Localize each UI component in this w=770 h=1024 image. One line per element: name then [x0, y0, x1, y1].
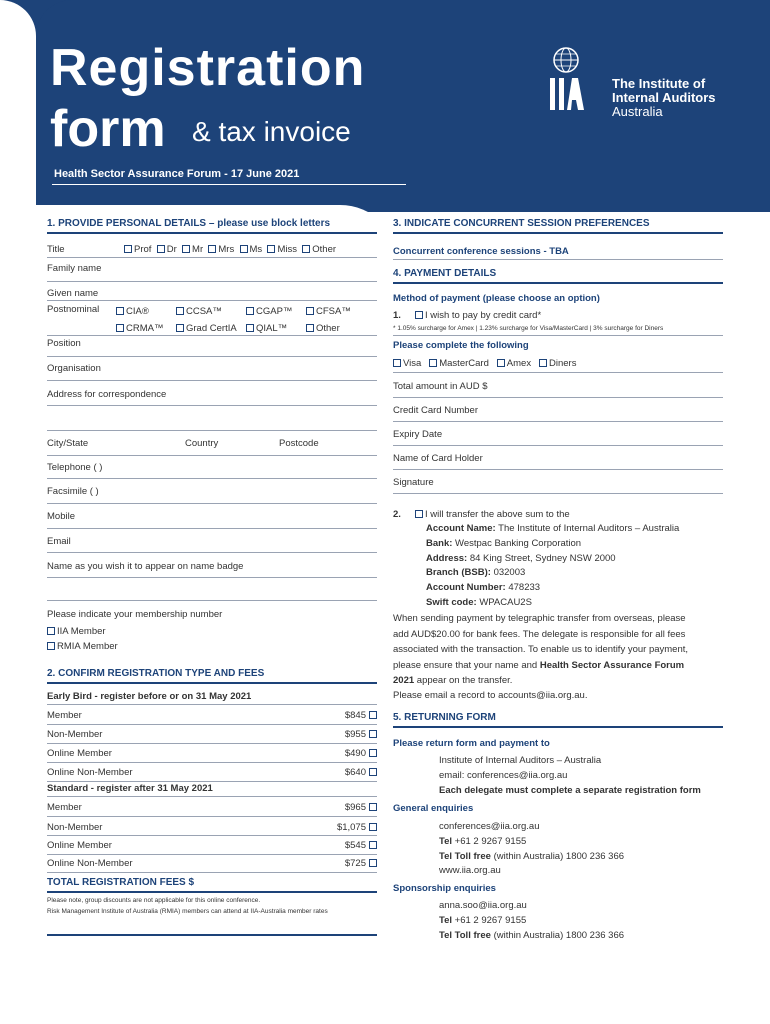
- title-line: [47, 257, 377, 258]
- section3-rule: [393, 232, 723, 234]
- email-field[interactable]: Email: [47, 536, 71, 547]
- header-corner: [0, 0, 36, 212]
- sponsorship-tollfree: Tel Toll free (within Australia) 1800 236 366: [439, 930, 625, 941]
- section2-heading: 2. CONFIRM REGISTRATION TYPE AND FEES: [47, 668, 265, 679]
- page-title: Registration: [50, 39, 366, 97]
- postcode-field[interactable]: Postcode: [279, 438, 319, 449]
- card-number-line: [393, 421, 723, 422]
- post-cfsa-checkbox[interactable]: CFSA™: [306, 306, 351, 317]
- return-to-heading: Please return form and payment to: [393, 738, 550, 749]
- account-number: Account Number: 478233: [426, 582, 541, 593]
- surcharge-note: * 1.05% surcharge for Amex | 1.23% surcharge for Visa/MasterCard | 3% surcharge for Diners: [393, 325, 664, 332]
- email-record-note: Please email a record to accounts@iia.org.au.: [393, 690, 588, 701]
- early-nonmember-label: Non-Member: [47, 729, 103, 740]
- section1-rule: [47, 232, 377, 234]
- early-online-nonmember-checkbox[interactable]: [369, 768, 377, 776]
- diners-checkbox[interactable]: Diners: [539, 358, 576, 369]
- std-online-nonmember-checkbox[interactable]: [369, 859, 377, 867]
- signature-line: [393, 493, 723, 494]
- std-nonmember-checkbox[interactable]: [369, 823, 377, 831]
- payment-method-heading: Method of payment (please choose an option): [393, 293, 600, 304]
- early-online-nonmember-label: Online Non-Member: [47, 767, 133, 778]
- amex-checkbox[interactable]: Amex: [497, 358, 531, 369]
- early-bird-heading: Early Bird - register before or on 31 May 2021: [47, 691, 252, 702]
- address-line: [47, 405, 377, 406]
- post-other-checkbox[interactable]: Other: [306, 323, 340, 334]
- post-crma-checkbox[interactable]: CRMA™: [116, 323, 163, 334]
- title-prof-checkbox[interactable]: Prof: [124, 244, 151, 255]
- badge-line2: [47, 600, 377, 601]
- std-member-label: Member: [47, 802, 82, 813]
- bank-name: Bank: Westpac Banking Corporation: [426, 538, 582, 549]
- facsimile-line: [47, 503, 377, 504]
- country-field[interactable]: Country: [185, 438, 219, 449]
- std-nonmember-label: Non-Member: [47, 822, 103, 833]
- early-online-nonmember-price: $640: [344, 767, 366, 778]
- organisation-line: [47, 380, 377, 381]
- sessions-line: [393, 259, 723, 260]
- card-type-line: [393, 372, 723, 373]
- return-email: email: conferences@iia.org.au: [439, 770, 568, 781]
- signature-field[interactable]: Signature: [393, 477, 434, 488]
- total-aud-line: [393, 397, 723, 398]
- postnominal-line: [47, 335, 377, 336]
- title-options: [124, 244, 336, 255]
- telephone-field[interactable]: Telephone ( ): [47, 462, 103, 473]
- complete-following: Please complete the following: [393, 340, 529, 351]
- iia-logo-icon: [548, 42, 584, 112]
- postnominal-label: Postnominal: [47, 304, 100, 315]
- section4-heading: 4. PAYMENT DETAILS: [393, 268, 497, 279]
- early-online-member-checkbox[interactable]: [369, 749, 377, 757]
- post-ccsa-checkbox[interactable]: CCSA™: [176, 306, 222, 317]
- general-tollfree: Tel Toll free (within Australia) 1800 236 366: [439, 851, 625, 862]
- early-bird-line: [47, 704, 377, 705]
- std-online-member-price: $545: [344, 840, 366, 851]
- expiry-line: [393, 445, 723, 446]
- bsb: Branch (BSB): 032003: [426, 567, 526, 578]
- telegraphic-paragraph: When sending payment by telegraphic transfer from overseas, please add AUD$20.00 for bank fees. The delegate is responsible for all fees associated with the transaction. To enable us to identify your payment, please ensure that your name and Health Sector Assurance Forum 2021 appear on the transfer.: [393, 613, 689, 686]
- standard-line: [47, 796, 377, 797]
- logo-text: The Institute of Internal Auditors Australia: [612, 76, 716, 119]
- option1-number: 1.: [393, 310, 401, 321]
- std-online-member-label: Online Member: [47, 840, 112, 851]
- section5-rule: [393, 726, 723, 728]
- position-field[interactable]: Position: [47, 338, 81, 349]
- facsimile-field[interactable]: Facsimile ( ): [47, 486, 99, 497]
- mobile-field[interactable]: Mobile: [47, 511, 75, 522]
- membership-label: Please indicate your membership number: [47, 609, 223, 620]
- std-online-member-checkbox[interactable]: [369, 841, 377, 849]
- card-type-options: [393, 358, 576, 369]
- swift-code: Swift code: WPACAU2S: [426, 597, 532, 608]
- post-gradcert-checkbox[interactable]: Grad CertIA: [176, 323, 237, 334]
- general-tel: Tel +61 2 9267 9155: [439, 836, 527, 847]
- visa-checkbox[interactable]: Visa: [393, 358, 421, 369]
- row-line: [47, 854, 377, 855]
- group-discount-note: Please note, group discounts are not applicable for this online conference.: [47, 897, 261, 904]
- total-aud-field[interactable]: Total amount in AUD $: [393, 381, 488, 392]
- title-dr-checkbox[interactable]: Dr: [157, 244, 177, 255]
- std-online-nonmember-label: Online Non-Member: [47, 858, 133, 869]
- general-email-link[interactable]: conferences@iia.org.au: [439, 821, 540, 832]
- email-line: [47, 552, 377, 553]
- event-name: Health Sector Assurance Forum - 17 June 2021: [54, 168, 300, 180]
- row-line: [47, 816, 377, 817]
- section4-rule: [393, 282, 723, 284]
- option2-number: 2.: [393, 509, 401, 520]
- header-curve: [0, 205, 400, 265]
- each-delegate-note: Each delegate must complete a separate registration form: [439, 785, 701, 796]
- title-other-checkbox[interactable]: Other: [302, 244, 336, 255]
- title-label: Title: [47, 244, 65, 255]
- page-subtitle: & tax invoice: [192, 116, 351, 147]
- sponsorship-tel: Tel +61 2 9267 9155: [439, 915, 527, 926]
- early-member-price: $845: [344, 710, 366, 721]
- badge-line: [47, 577, 377, 578]
- address-line2: [47, 430, 377, 431]
- section2-rule: [47, 682, 377, 684]
- card-number-field[interactable]: Credit Card Number: [393, 405, 478, 416]
- row-line: [47, 762, 377, 763]
- rmia-member-checkbox[interactable]: RMIA Member: [47, 641, 118, 652]
- city-line: [47, 455, 377, 456]
- iia-member-checkbox[interactable]: IIA Member: [47, 626, 106, 637]
- early-member-checkbox[interactable]: [369, 711, 377, 719]
- early-online-member-label: Online Member: [47, 748, 112, 759]
- title-mrs-checkbox[interactable]: Mrs: [208, 244, 234, 255]
- row-line: [47, 872, 377, 873]
- row-line: [47, 781, 377, 782]
- position-line: [47, 356, 377, 357]
- section3-heading: 3. INDICATE CONCURRENT SESSION PREFERENCES: [393, 218, 650, 229]
- page-title-line2: form: [50, 100, 166, 158]
- std-online-nonmember-price: $725: [344, 858, 366, 869]
- surcharge-line: [393, 335, 723, 336]
- mastercard-checkbox[interactable]: MasterCard: [429, 358, 489, 369]
- bank-address: Address: 84 King Street, Sydney NSW 2000: [426, 553, 616, 564]
- city-field[interactable]: City/State: [47, 438, 89, 449]
- sponsorship-heading: Sponsorship enquiries: [393, 883, 496, 894]
- row-line: [47, 835, 377, 836]
- rmia-note: Risk Management Institute of Australia (RMIA) members can attend at IIA-Australia member rates: [47, 908, 328, 915]
- given-name-line: [47, 300, 377, 301]
- sponsorship-email-link[interactable]: anna.soo@iia.org.au: [439, 900, 527, 911]
- mobile-line: [47, 528, 377, 529]
- bank-transfer-option[interactable]: I will transfer the above sum to the: [415, 509, 570, 520]
- standard-heading: Standard - register after 31 May 2021: [47, 783, 213, 794]
- organisation-field[interactable]: Organisation: [47, 363, 101, 374]
- title-ms-checkbox[interactable]: Ms: [240, 244, 263, 255]
- title-miss-checkbox[interactable]: Miss: [267, 244, 297, 255]
- std-member-price: $965: [344, 802, 366, 813]
- badge-name-field[interactable]: Name as you wish it to appear on name badge: [47, 561, 244, 572]
- section1-heading: 1. PROVIDE PERSONAL DETAILS – please use block letters: [47, 218, 331, 229]
- section5-heading: 5. RETURNING FORM: [393, 712, 496, 723]
- holder-line: [393, 469, 723, 470]
- early-nonmember-price: $955: [344, 729, 366, 740]
- credit-card-option[interactable]: I wish to pay by credit card*: [415, 310, 541, 321]
- early-online-member-price: $490: [344, 748, 366, 759]
- website-link[interactable]: www.iia.org.au: [439, 865, 501, 876]
- account-name: Account Name: The Institute of Internal Auditors – Australia: [426, 523, 680, 534]
- title-mr-checkbox[interactable]: Mr: [182, 244, 203, 255]
- card-holder-field[interactable]: Name of Card Holder: [393, 453, 483, 464]
- early-member-label: Member: [47, 710, 82, 721]
- std-member-checkbox[interactable]: [369, 803, 377, 811]
- total-fees-field[interactable]: TOTAL REGISTRATION FEES $: [47, 877, 195, 888]
- row-line: [47, 743, 377, 744]
- family-name-line: [47, 281, 377, 282]
- event-underline: [52, 184, 406, 185]
- telephone-line: [47, 478, 377, 479]
- expiry-field[interactable]: Expiry Date: [393, 429, 443, 440]
- family-name-field[interactable]: Family name: [47, 263, 102, 274]
- post-cgap-checkbox[interactable]: CGAP™: [246, 306, 292, 317]
- std-nonmember-price: $1,075: [336, 822, 366, 833]
- concurrent-sessions: Concurrent conference sessions - TBA: [393, 246, 569, 257]
- post-qial-checkbox[interactable]: QIAL™: [246, 323, 287, 334]
- given-name-field[interactable]: Given name: [47, 288, 99, 299]
- notes-rule: [47, 934, 377, 936]
- address-field[interactable]: Address for correspondence: [47, 389, 167, 400]
- row-line: [47, 724, 377, 725]
- early-nonmember-checkbox[interactable]: [369, 730, 377, 738]
- general-enquiries-heading: General enquiries: [393, 803, 474, 814]
- post-cia-checkbox[interactable]: CIA®: [116, 306, 149, 317]
- total-rule: [47, 891, 377, 893]
- return-org: Institute of Internal Auditors – Australia: [439, 755, 602, 766]
